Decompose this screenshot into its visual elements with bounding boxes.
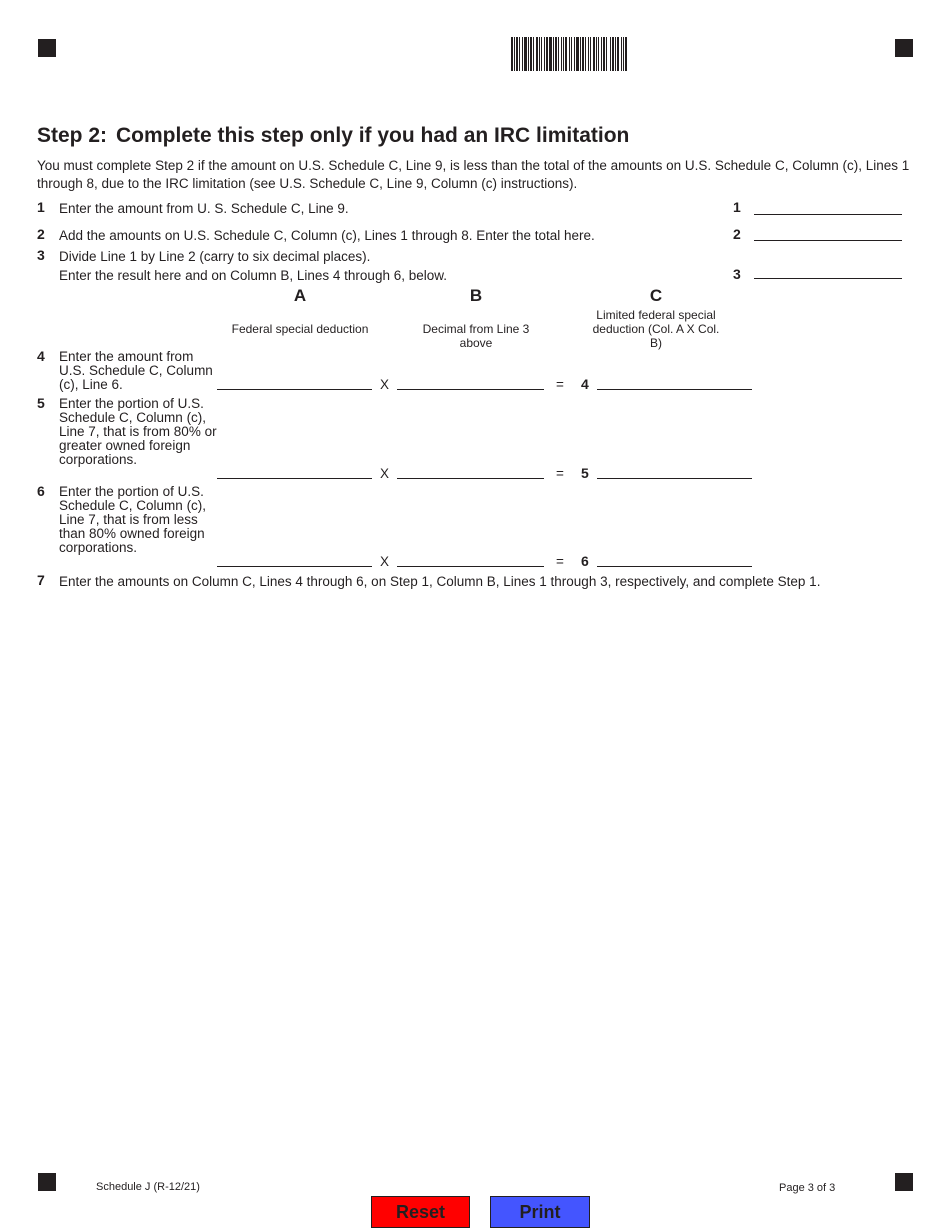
line-5-column-b-field[interactable] (397, 462, 544, 479)
barcode-bar (596, 37, 597, 71)
barcode-bar (536, 37, 538, 71)
barcode-bar (601, 37, 602, 71)
step2-heading-text: Complete this step only if you had an IRC limitation (116, 124, 630, 147)
line-3-text-2: Enter the result here and on Column B, Lines 4 through 6, below. (59, 268, 447, 283)
line-6-column-a-field[interactable] (217, 550, 372, 567)
line-6-number-c: 6 (581, 553, 589, 569)
form-identifier: Schedule J (R-12/21) (96, 1181, 200, 1193)
barcode-bar (623, 37, 624, 71)
column-a-letter: A (293, 286, 307, 305)
barcode-bar (615, 37, 616, 71)
line-6-times-sign: X (380, 554, 390, 569)
line-5-number: 5 (37, 395, 45, 411)
barcode-bar (553, 37, 554, 71)
line-4-times-sign: X (380, 377, 390, 392)
barcode-bar (563, 37, 564, 71)
barcode-bar (625, 37, 627, 71)
barcode-bar (621, 37, 622, 71)
line-1-text: Enter the amount from U. S. Schedule C, Line 9. (59, 201, 349, 216)
barcode-bar (610, 37, 611, 71)
column-c-description: Limited federal special deduction (Col. A X Col. B) (592, 308, 720, 350)
barcode-bar (533, 37, 534, 71)
line-4-column-b-field[interactable] (397, 373, 544, 390)
barcode-bar (558, 37, 559, 71)
line-4-equals-sign: = (556, 377, 564, 392)
barcode-bar (546, 37, 548, 71)
barcode-bar (565, 37, 567, 71)
registration-mark-bottom-right (895, 1173, 913, 1191)
line-5-column-a-field[interactable] (217, 462, 372, 479)
print-button[interactable]: Print (490, 1196, 590, 1228)
barcode-image (511, 37, 707, 71)
barcode-bar (580, 37, 581, 71)
registration-mark-bottom-left (38, 1173, 56, 1191)
column-c-letter: C (649, 286, 663, 305)
line-4-number-c: 4 (581, 376, 589, 392)
barcode-bar (539, 37, 540, 71)
barcode-bar (522, 37, 523, 71)
line-3-number: 3 (37, 247, 45, 263)
barcode-bar (574, 37, 575, 71)
barcode-bar (561, 37, 562, 71)
barcode-bar (530, 37, 532, 71)
registration-mark-top-left (38, 39, 56, 57)
barcode-bar (555, 37, 557, 71)
line-7-text: Enter the amounts on Column C, Lines 4 through 6, on Step 1, Column B, Lines 1 through 3, respectively, and complete Step 1. (59, 574, 821, 589)
line-3-decimal-field[interactable] (754, 262, 902, 279)
line-3-number-right: 3 (733, 266, 741, 282)
barcode-bar (519, 37, 520, 71)
step2-intro: You must complete Step 2 if the amount on U.S. Schedule C, Line 9, is less than the total of the amounts on U.S. Schedule C, Column (c), Lines 1 through 8, due to the IRC limitation (see U.S. Schedule C, Line 9, Column (c) instructions). (37, 158, 910, 191)
barcode-bar (524, 37, 527, 71)
line-4-column-c-field[interactable] (597, 373, 752, 390)
line-6-number: 6 (37, 483, 45, 499)
line-2-text: Add the amounts on U.S. Schedule C, Column (c), Lines 1 through 8. Enter the total here. (59, 228, 595, 243)
barcode-bar (514, 37, 515, 71)
barcode-bar (576, 37, 579, 71)
barcode-bar (588, 37, 589, 71)
line-5-column-c-field[interactable] (597, 462, 752, 479)
line-4-number: 4 (37, 348, 45, 364)
line-4-column-a-field[interactable] (217, 373, 372, 390)
barcode-bar (528, 37, 529, 71)
line-4-text: Enter the amount from U.S. Schedule C, Column (c), Line 6. (59, 349, 213, 392)
barcode-bar (544, 37, 545, 71)
line-6-column-c-field[interactable] (597, 550, 752, 567)
reset-button[interactable]: Reset (371, 1196, 470, 1228)
barcode-bar (603, 37, 605, 71)
line-3-text: Divide Line 1 by Line 2 (carry to six decimal places). (59, 249, 371, 264)
line-2-amount-field[interactable] (754, 224, 902, 241)
barcode-bar (593, 37, 595, 71)
registration-mark-top-right (895, 39, 913, 57)
barcode-bar (598, 37, 599, 71)
line-6-column-b-field[interactable] (397, 550, 544, 567)
barcode-bar (606, 37, 607, 71)
line-5-number-c: 5 (581, 465, 589, 481)
line-6-text: Enter the portion of U.S. Schedule C, Column (c), Line 7, that is from less than 80% owned foreign corporations. (59, 484, 207, 555)
column-a-description: Federal special deduction (231, 322, 369, 336)
line-1-number-right: 1 (733, 199, 741, 215)
barcode-bar (585, 37, 586, 71)
barcode-bar (516, 37, 518, 71)
line-6-equals-sign: = (556, 554, 564, 569)
column-b-description: Decimal from Line 3 above (422, 322, 530, 350)
barcode-bar (549, 37, 552, 71)
barcode-bar (541, 37, 542, 71)
barcode-bar (612, 37, 614, 71)
line-5-text: Enter the portion of U.S. Schedule C, Column (c), Line 7, that is from 80% or greater owned foreign corporations. (59, 396, 217, 467)
step2-label: Step 2: (37, 124, 108, 147)
step2-title (37, 124, 629, 148)
line-1-amount-field[interactable] (754, 198, 902, 215)
line-7-number: 7 (37, 572, 45, 588)
line-5-times-sign: X (380, 466, 390, 481)
column-b-letter: B (469, 286, 483, 305)
page-number: Page 3 of 3 (779, 1182, 836, 1194)
barcode-bar (569, 37, 570, 71)
line-5-equals-sign: = (556, 466, 564, 481)
line-1-number: 1 (37, 199, 45, 215)
barcode-bar (571, 37, 572, 71)
barcode-bar (582, 37, 584, 71)
barcode-bar (511, 37, 513, 71)
line-2-number: 2 (37, 226, 45, 242)
barcode-bar (590, 37, 591, 71)
barcode-bar (617, 37, 619, 71)
line-2-number-right: 2 (733, 226, 741, 242)
